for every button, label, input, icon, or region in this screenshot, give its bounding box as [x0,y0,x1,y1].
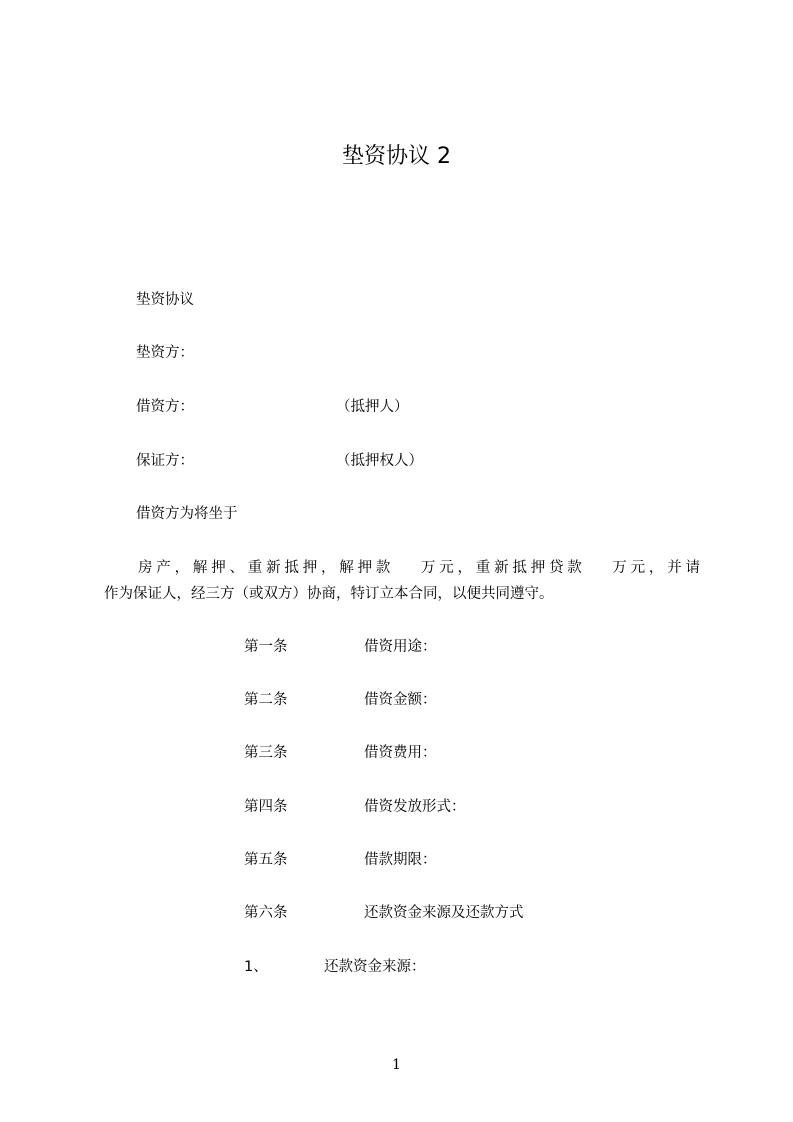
paragraph-line-1: 房产，解押、重新抵押，解押款 万元，重新抵押贷款 万元，并请 [138,560,701,576]
guarantor-note: （抵押权人） [336,453,423,469]
sub-item-text: 还款资金来源： [324,959,426,975]
article-text: 借资金额： [364,692,437,708]
document-title: 垫资协议 2 [342,144,451,169]
article-text: 借资用途： [364,639,437,655]
article-text: 借资费用： [364,745,437,761]
article-number: 第三条 [244,745,288,761]
article-text: 还款资金来源及还款方式 [364,905,524,921]
advancer-label: 垫资方： [136,345,194,361]
page-number: 1 [392,1057,401,1073]
intro-line: 借资方为将坐于 [136,506,238,522]
article-number: 第四条 [244,799,288,815]
article-number: 第二条 [244,692,288,708]
article-number: 第五条 [244,852,288,868]
guarantor-label: 保证方： [136,453,194,469]
paragraph-line-2: 作为保证人，经三方（或双方）协商，特订立本合同，以便共同遵守。 [104,586,554,602]
borrower-note: （抵押人） [336,399,409,415]
article-number: 第六条 [244,905,288,921]
body-paragraph [104,555,701,607]
document-heading: 垫资协议 [136,292,194,308]
borrower-label: 借资方： [136,399,194,415]
article-number: 第一条 [244,639,288,655]
article-text: 借款期限： [364,852,437,868]
article-text: 借资发放形式： [364,799,466,815]
sub-item-number: 1、 [244,959,268,975]
